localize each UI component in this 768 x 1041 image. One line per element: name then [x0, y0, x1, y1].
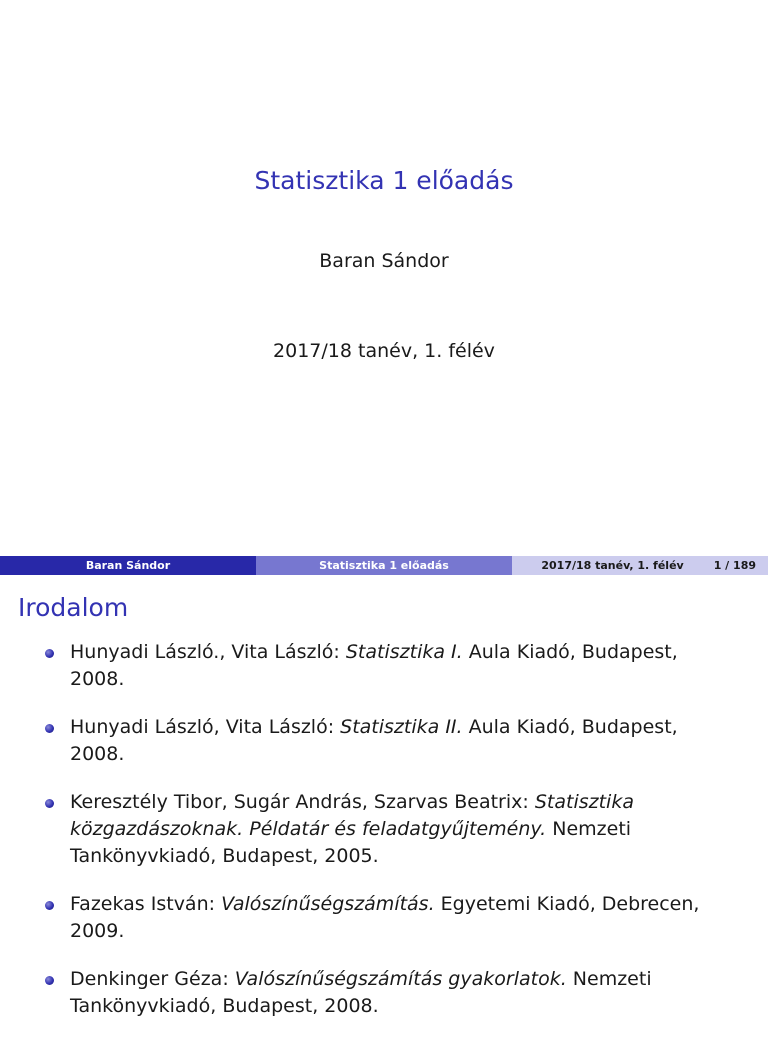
list-item	[0, 966, 768, 1020]
footer-author	[0, 556, 256, 575]
ref-authors: Fazekas István:	[70, 893, 222, 915]
ref-title: Statisztika I.	[345, 641, 463, 663]
ref-publisher: Aula Kiadó, Budapest, 2008.	[70, 716, 678, 765]
reference-list	[0, 639, 768, 1041]
bullet-icon	[45, 724, 54, 733]
ref-publisher: Egyetemi Kiadó, Debrecen, 2009.	[70, 893, 700, 942]
list-item	[0, 639, 768, 693]
bullet-icon	[45, 799, 54, 808]
ref-title: Statisztika közgazdászoknak. Példatár és feladatgyűjtemény.	[70, 791, 634, 840]
ref-title: Valószínűségszámítás.	[221, 893, 435, 915]
ref-authors: Hunyadi László, Vita László:	[70, 716, 341, 738]
list-item	[0, 714, 768, 768]
slide-footer	[0, 556, 768, 575]
bullet-icon	[45, 976, 54, 985]
ref-authors: Denkinger Géza:	[70, 968, 235, 990]
bullet-icon	[45, 649, 54, 658]
ref-authors: Hunyadi László., Vita László:	[70, 641, 346, 663]
ref-publisher: Nemzeti Tankönyvkiadó, Budapest, 2005.	[70, 818, 632, 867]
list-item	[0, 789, 768, 870]
list-item	[0, 891, 768, 945]
slide-title: Statisztika 1 előadás	[254, 166, 514, 195]
frame-title: Irodalom	[18, 593, 129, 622]
slide-date: 2017/18 tanév, 1. félév	[273, 340, 495, 362]
footer-author-text: Baran Sándor	[85, 559, 171, 572]
footer-page-number: 1 / 189	[713, 559, 756, 572]
bullet-icon	[45, 901, 54, 910]
footer-title	[256, 556, 512, 575]
footer-date: 2017/18 tanév, 1. félév	[541, 559, 684, 572]
ref-publisher: Nemzeti Tankönyvkiadó, Budapest, 2008.	[70, 968, 652, 1017]
ref-title: Valószínűségszámítás gyakorlatok.	[234, 968, 567, 990]
literature-slide	[0, 575, 768, 1024]
footer-title-text: Statisztika 1 előadás	[319, 559, 449, 572]
ref-publisher: Aula Kiadó, Budapest, 2008.	[70, 641, 678, 690]
footer-date-page	[512, 556, 768, 575]
ref-title: Statisztika II.	[340, 716, 463, 738]
slide-author: Baran Sándor	[319, 250, 449, 272]
ref-authors: Keresztély Tibor, Sugár András, Szarvas Beatrix:	[70, 791, 535, 813]
